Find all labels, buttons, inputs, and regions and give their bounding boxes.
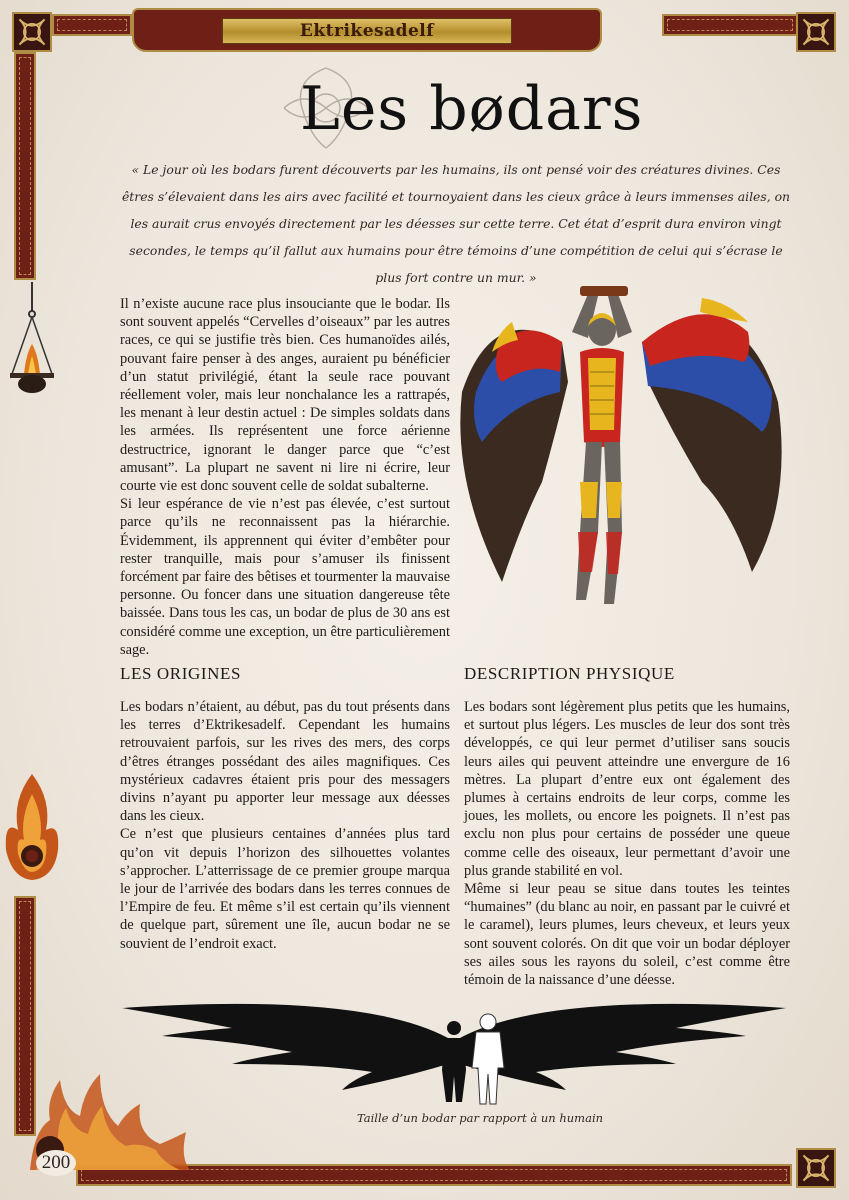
size-comparison-silhouette <box>122 998 786 1106</box>
page-title: Les bødars <box>300 74 644 144</box>
description-paragraph: Même si leur peau se situe dans toutes les teintes “humaines” (du blanc au noir, en passant par le cuivré et le caramel), leurs plumes, leurs cheveux, et leurs yeux sont souvent colorés. On dit que voir un bodar déployer ses ailes sous les rayons du soleil, c’est comme être témoin de la naissance d’une déesse. <box>464 881 790 989</box>
section-heading-description: DESCRIPTION PHYSIQUE <box>464 664 675 683</box>
celtic-knot-corner-icon <box>796 12 836 52</box>
section-heading-origins: LES ORIGINES <box>120 664 242 683</box>
frame-top-right-bar <box>662 14 798 36</box>
flame-ornament-icon <box>0 770 64 882</box>
epigraph-quote: « Le jour où les bodars furent découverts par les humains, ils ont pensé voir des créatures divines. Ces êtres s’élevaient dans les airs avec facilité et tournoyaient dans les cieux grâce à leurs immenses ailes, on les aurait crus envoyés directement par les déesses sur cette terre. Cet état d’esprit dura environ vingt secondes, le temps qu’il fallut aux humains pour être témoins d’une compétition de celui qui s’écrase le plus fort contre un mur. » <box>121 162 791 285</box>
celtic-knot-corner-icon <box>796 1148 836 1188</box>
intro-paragraph: Si leur espérance de vie n’est pas élevée, c’est surtout parce qu’ils ne reconnaissent pas la hiérarchie. Évidemment, ils apprennent qui éviter d’embêter pour rester tranquille, mais pour s’amuser ils finissent forcément par faire des bêtises et tourmenter la mauvaise personne. Ou foncer dans une situation dangereuse tête baissée. Dans tous les cas, un bodar de plus de 30 ans est considéré comme une exception, un être particulièrement sage. <box>120 496 450 658</box>
frame-top-left-bar <box>52 14 132 36</box>
banner-title: Ektrikesadelf <box>222 18 512 44</box>
intro-paragraph: Il n’existe aucune race plus insouciante que le bodar. Ils sont souvent appelés “Cervelles d’oiseaux” par les autres races, ce qui se justifie très bien. Ces humanoïdes ailés, pouvant faire penser à des anges, auraient pu bénéficier d’un statut privilégié, étant la seule race pouvant réellement voler, mais leur nonchalance les a rattrapés, les menant à leur destin actuel : De simples soldats dans les armées. Ils représentent une force aérienne destructrice, ignorant le danger parce que “c’est amusant”. La plupart ne savent ni lire ni écrire, leur courte vie est donc souvent celle de soldat subalterne. <box>120 296 450 495</box>
origins-paragraph: Les bodars n’étaient, au début, pas du tout présents dans les terres d’Ektrikesadelf. Cependant les humains retrouvaient parfois, sur les rives des mers, des corps d’êtres étranges possédant des ailes magnifiques. Ces mystérieux cadavres étaient pris pour des messagers divins n’ayant pu apporter leur message aux déesses dans les cieux. <box>120 699 450 825</box>
page-number: 200 <box>36 1150 76 1176</box>
intro-text <box>120 295 450 659</box>
hanging-brazier-icon <box>6 282 58 402</box>
header-banner <box>132 8 602 52</box>
frame-left-upper-bar <box>14 52 36 280</box>
bodar-illustration <box>452 282 792 622</box>
origins-text <box>120 698 450 953</box>
celtic-knot-corner-icon <box>12 12 52 52</box>
origins-paragraph: Ce n’est que plusieurs centaines d’années plus tard qu’on vit depuis l’horizon des silhouettes volantes s’approcher. L’atterrissage de ce premier groupe marqua le jour de l’arrivée des bodars dans les terres connues de l’Empire de feu. Et même s’il est certain qu’ils viennent de quelque part, sûrement une île, aucun bodar ne se souvient de l’endroit exact. <box>120 826 450 952</box>
description-paragraph: Les bodars sont légèrement plus petits que les humains, et surtout plus légers. Les muscles de leur dos sont très développés, ce qui leur permet d’utiliser sans soucis leurs ailes qui peuvent atteindre une envergure de 16 mètres. La plupart d’entre eux ont également des plumes à certains endroits de leur corps, comme les joues, les mollets, ou encore les poignets. Il n’est pas exclu non plus pour certains de posséder une queue comme celle des oiseaux, leur permettant d’avoir une plus grande stabilité en vol. <box>464 699 790 879</box>
figure-caption: Taille d’un bodar par rapport à un humain <box>356 1111 604 1125</box>
description-text <box>464 698 790 989</box>
